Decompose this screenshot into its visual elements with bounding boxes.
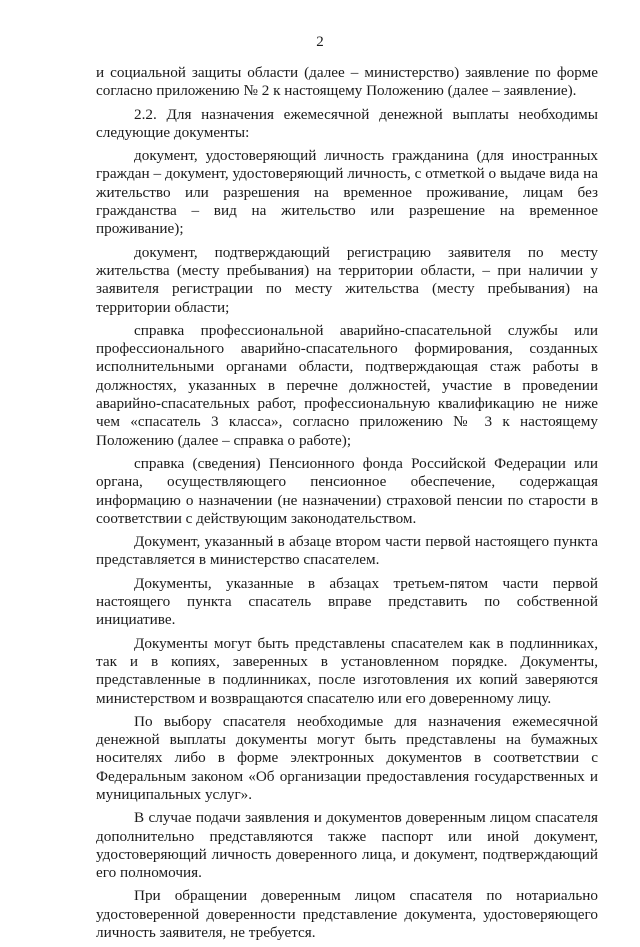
paragraph-identity-document: документ, удостоверяющий личность гражданина (для иностранных граждан – документ, удостоверяющий личность, с отметкой о выдаче вида на жительство или разрешения на временное проживание, лицам без гражданства – вид на жительство или разрешение на временное проживание); xyxy=(96,147,598,238)
paragraph-own-initiative: Документы, указанные в абзацах третьем-пятом части первой настоящего пункта спасатель вправе представить по собственной инициативе. xyxy=(96,574,598,629)
paragraph-notarized-power: При обращении доверенным лицом спасателя по нотариально удостоверенной доверенности представление документа, удостоверяющего личность заявителя, не требуется. xyxy=(96,887,598,942)
paragraph-work-certificate: справка профессиональной аварийно-спасательной службы или профессионального аварийно-спасательного формирования, созданных исполнительными органами области, подтверждающая стаж работы в должностях, указанных в перечне должностей, участие в проведении аварийно-спасательных работ, профессиональную квалификацию не ниже чем «спасатель 3 класса», согласно приложению № 3 к настоящему Положению (далее – справка о работе); xyxy=(96,321,598,449)
document-body xyxy=(96,64,598,947)
paragraph-electronic-form: По выбору спасателя необходимые для назначения ежемесячной денежной выплаты документы могут быть представлены на бумажных носителях либо в форме электронных документов в соответствии с Федеральным законом «Об организации предоставления государственных и муниципальных услуг». xyxy=(96,712,598,803)
paragraph-registration-document: документ, подтверждающий регистрацию заявителя по месту жительства (месту пребывания) на территории области, – при наличии у заявителя регистрации по месту жительства (месту пребывания) на территории области; xyxy=(96,243,598,316)
paragraph-submission-by-rescuer: Документ, указанный в абзаце втором части первой настоящего пункта представляется в министерство спасателем. xyxy=(96,533,598,569)
page-number: 2 xyxy=(316,34,324,50)
paragraph-trusted-person: В случае подачи заявления и документов доверенным лицом спасателя дополнительно представляются также паспорт или иной документ, удостоверяющий личность доверенного лица, и документ, подтверждающий его полномочия. xyxy=(96,809,598,882)
paragraph-originals-copies: Документы могут быть представлены спасателем как в подлинниках, так и в копиях, заверенных в установленном порядке. Документы, представленные в подлинниках, после изготовления их копий заверяются министерством и возвращаются спасателю или его доверенному лицу. xyxy=(96,634,598,707)
paragraph-continuation: и социальной защиты области (далее – министерство) заявление по форме согласно приложению № 2 к настоящему Положению (далее – заявление). xyxy=(96,64,598,100)
paragraph-2-2-heading: 2.2. Для назначения ежемесячной денежной выплаты необходимы следующие документы: xyxy=(96,105,598,141)
paragraph-pension-certificate: справка (сведения) Пенсионного фонда Российской Федерации или органа, осуществляющего пенсионное обеспечение, содержащая информацию о назначении (не назначении) страховой пенсии по старости в соответствии с действующим законодательством. xyxy=(96,454,598,527)
